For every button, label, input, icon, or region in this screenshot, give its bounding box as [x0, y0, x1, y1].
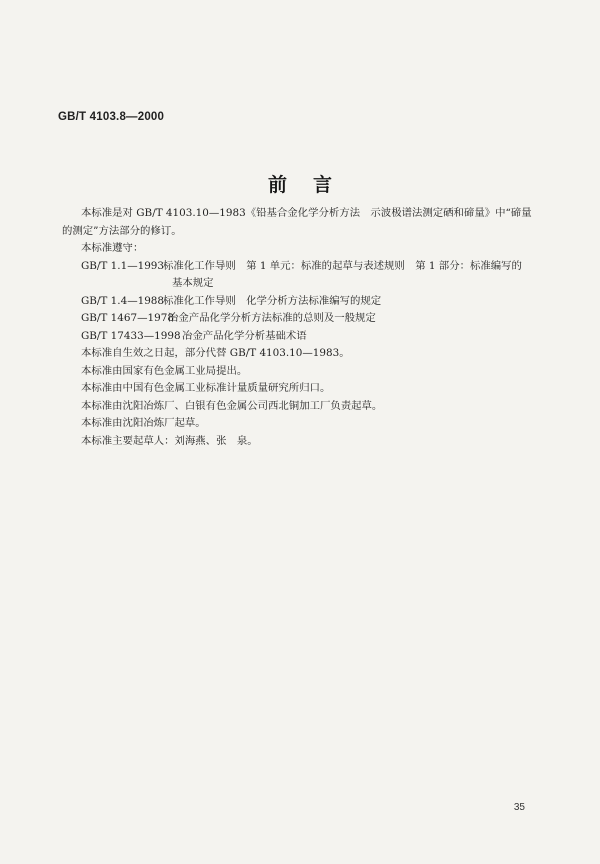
- drafting-units-statement: 本标准由沈阳冶炼厂、白银有色金属公司西北铜加工厂负责起草。: [81, 399, 383, 412]
- effective-statement: 本标准自生效之日起，部分代替 GB/T 4103.10—1983。: [81, 347, 350, 359]
- referenced-standard-row: [62, 258, 552, 276]
- referenced-standard-code: GB/T 1.1—1993: [81, 259, 165, 272]
- main-drafters-statement: 本标准主要起草人：刘海燕、张 泉。: [81, 434, 258, 447]
- referenced-standard-title-continued: 基本规定: [172, 277, 214, 289]
- compliance-intro: 本标准遵守：: [81, 242, 144, 254]
- intro-paragraph-line-2: 的测定”方法部分的修订。: [62, 224, 182, 237]
- referenced-standard-code: GB/T 1467—1978: [81, 312, 174, 324]
- referenced-standard-row: [62, 310, 552, 328]
- preface-body: [62, 205, 552, 450]
- proposed-by-statement: 本标准由国家有色金属工业局提出。: [81, 364, 248, 377]
- managed-by-statement: 本标准由中国有色金属工业标准计量质量研究所归口。: [81, 382, 331, 394]
- intro-paragraph-line-1: 本标准是对 GB/T 4103.10—1983《铅基合金化学分析方法 示波极谱法测定硒和碲量》中“碲量: [81, 207, 532, 219]
- section-heading: 前言: [267, 174, 358, 196]
- referenced-standard-title: 冶金产品化学分析基础术语: [182, 329, 307, 342]
- referenced-standard-title: 标准化工作导则 化学分析方法标准编写的规定: [163, 294, 382, 307]
- standard-code: GB/T 4103.8—2000: [58, 111, 165, 123]
- referenced-standard-row: [62, 328, 552, 346]
- referenced-standard-code: GB/T 17433—1998: [81, 329, 181, 342]
- referenced-standard-code: GB/T 1.4—1988: [81, 294, 165, 307]
- referenced-standard-title: 冶金产品化学分析方法标准的总则及一般规定: [168, 312, 376, 324]
- referenced-standard-row: [62, 293, 552, 311]
- drafting-unit-statement: 本标准由沈阳冶炼厂起草。: [81, 417, 206, 429]
- referenced-standard-title: 标准化工作导则 第 1 单元：标准的起草与表述规则 第 1 部分：标准编写的: [163, 259, 522, 272]
- page-number: 35: [513, 802, 525, 813]
